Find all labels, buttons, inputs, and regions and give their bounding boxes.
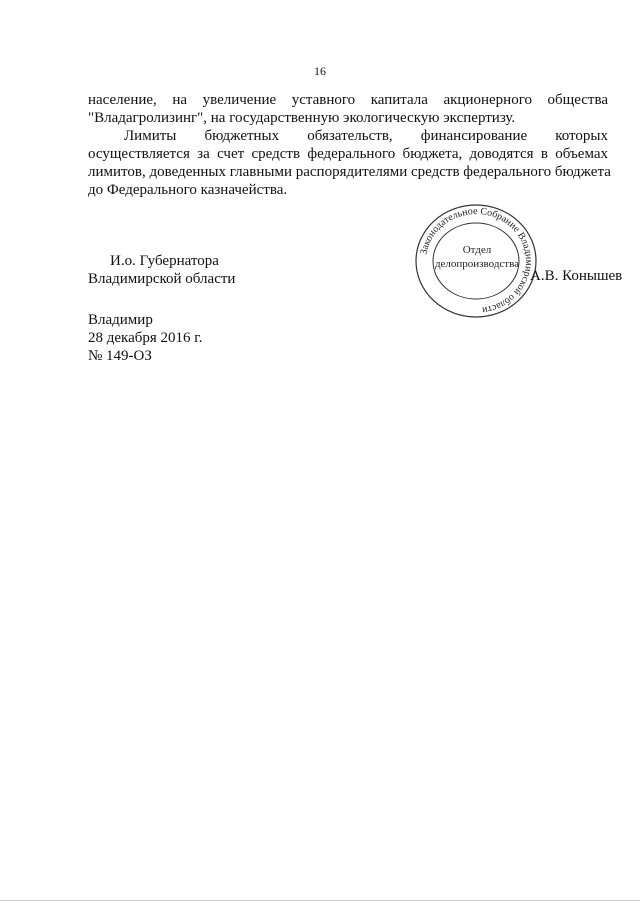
law-date: 28 декабря 2016 г.: [88, 330, 203, 346]
signatory-position: И.о. Губернатора: [110, 253, 219, 269]
signatory-region: Владимирской области: [88, 271, 236, 287]
paragraph-line: "Владагролизинг", на государственную экологическую экспертизу.: [88, 110, 516, 126]
signatory-name: А.В. Конышев: [530, 268, 623, 284]
paragraph-1: [88, 91, 608, 127]
paragraph-line: лимитов, доведенных главными распорядителями средств федерального бюджета: [88, 164, 611, 180]
paragraph-line: осуществляется за счет средств федерального бюджета, доводятся в объемах: [88, 146, 608, 162]
signatory-title: [88, 252, 235, 288]
paragraph-2: [88, 127, 611, 199]
stamp-department: Отдел: [462, 244, 492, 256]
paragraph-line: население, на увеличение уставного капитала акционерного общества: [88, 92, 608, 108]
stamp-ring-text: Законодательное Собрание Владимирской области: [418, 205, 535, 316]
city: Владимир: [88, 312, 153, 328]
place-and-date: [88, 311, 203, 365]
stamp-department-name: делопроизводства: [434, 258, 520, 270]
law-number: № 149-ОЗ: [88, 348, 152, 364]
page-number: 16: [314, 64, 326, 78]
scan-edge: [0, 900, 640, 901]
paragraph-line: Лимиты бюджетных обязательств, финансирование которых: [124, 128, 608, 144]
stamp-center-text: [431, 243, 523, 271]
paragraph-line: до Федерального казначейства.: [88, 182, 288, 198]
office-stamp: [413, 203, 539, 319]
